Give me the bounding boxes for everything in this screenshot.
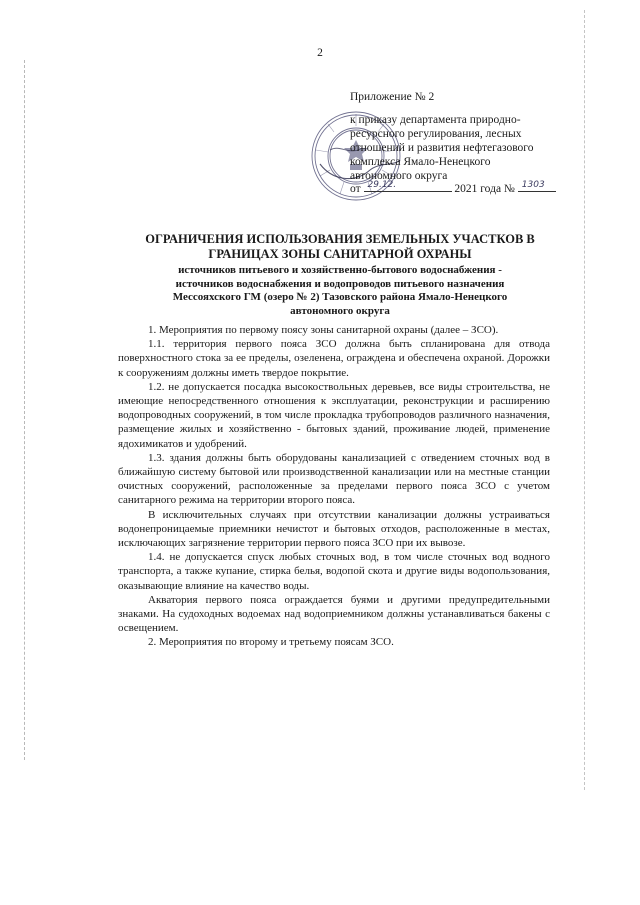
- order-date-line: [350, 181, 560, 195]
- handwritten-number: 1303: [521, 180, 545, 190]
- appendix-header: [350, 90, 560, 183]
- order-number-blank: [518, 181, 556, 192]
- appendix-line: отношений и развития нефтегазового: [350, 142, 534, 154]
- paragraph: 1.1. территория первого пояса ЗСО должна быть спланирована для отвода поверхностного стока за ее пределы, озеленена, ограждена и обеспечена охраной. Дорожки к сооружениям должны иметь твердое покрытие.: [118, 338, 550, 379]
- scan-border-left: [24, 60, 26, 760]
- subtitle-line: источников питьевого и хозяйственно-бытового водоснабжения -: [178, 264, 502, 276]
- subtitle-line: Мессояхского ГМ (озеро № 2) Тазовского района Ямало-Ненецкого: [172, 291, 508, 303]
- paragraph: 2. Мероприятия по второму и третьему поясам ЗСО.: [148, 636, 394, 649]
- appendix-line: ресурсного регулирования, лесных: [350, 128, 522, 140]
- document-title: [130, 232, 550, 318]
- paragraph: 1.3. здания должны быть оборудованы канализацией с отведением сточных вод в ближайшую систему бытовой или производственной канализации или на местные станции очистных сооружений, расположенные за пределами первого пояса ЗСО с учетом санитарного режима на территории второго пояса.: [118, 451, 550, 507]
- appendix-line: к приказу департамента природно-: [350, 114, 521, 126]
- subtitle-line: источников водоснабжения и водопроводов питьевого назначения: [175, 277, 505, 290]
- scan-border-right: [584, 10, 586, 790]
- order-date-blank: [364, 181, 452, 192]
- paragraph: 1.2. не допускается посадка высокоствольных деревьев, все виды строительства, не имеющие непосредственного отношения к эксплуатации, реконструкции и расширению водопроводных сооружений, в том числе прокладка трубопроводов различного назначения, размещение жилых и хозяйственно - бытовых зданий, проживание людей, применение ядохимикатов и удобрений.: [118, 380, 550, 450]
- paragraph: Акватория первого пояса ограждается буями и другими предупредительными знаками. На судоходных водоемах над водоприемником должны устанавливаться бакены с освещением.: [118, 593, 550, 635]
- title-line: ГРАНИЦАХ ЗОНЫ САНИТАРНОЙ ОХРАНЫ: [208, 247, 472, 261]
- order-year: 2021 года №: [454, 183, 515, 195]
- appendix-line: комплекса Ямало-Ненецкого: [350, 156, 491, 168]
- paragraph: 1. Мероприятия по первому поясу зоны санитарной охраны (далее – ЗСО).: [148, 324, 499, 336]
- page-number: 2: [317, 47, 323, 59]
- order-date-prefix: от: [350, 183, 361, 195]
- subtitle-line: автономного округа: [290, 304, 390, 317]
- appendix-title: Приложение № 2: [350, 91, 435, 103]
- appendix-line: автономного округа: [350, 170, 448, 182]
- title-line: ОГРАНИЧЕНИЯ ИСПОЛЬЗОВАНИЯ ЗЕМЕЛЬНЫХ УЧАСТКОВ В: [145, 232, 535, 246]
- paragraph: 1.4. не допускается спуск любых сточных вод, в том числе сточных вод водного транспорта, а также купание, стирка белья, водопой скота и другие виды водопользования, оказывающие влияние на качество воды.: [118, 551, 550, 592]
- paragraph: В исключительных случаях при отсутствии канализации должны устраиваться водонепроницаемые приемники нечистот и бытовых отходов, расположенные в местах, исключающих загрязнение территории первого пояса ЗСО при их вывозе.: [118, 508, 550, 550]
- handwritten-date: 29.12.: [367, 180, 397, 190]
- document-body: [118, 323, 550, 650]
